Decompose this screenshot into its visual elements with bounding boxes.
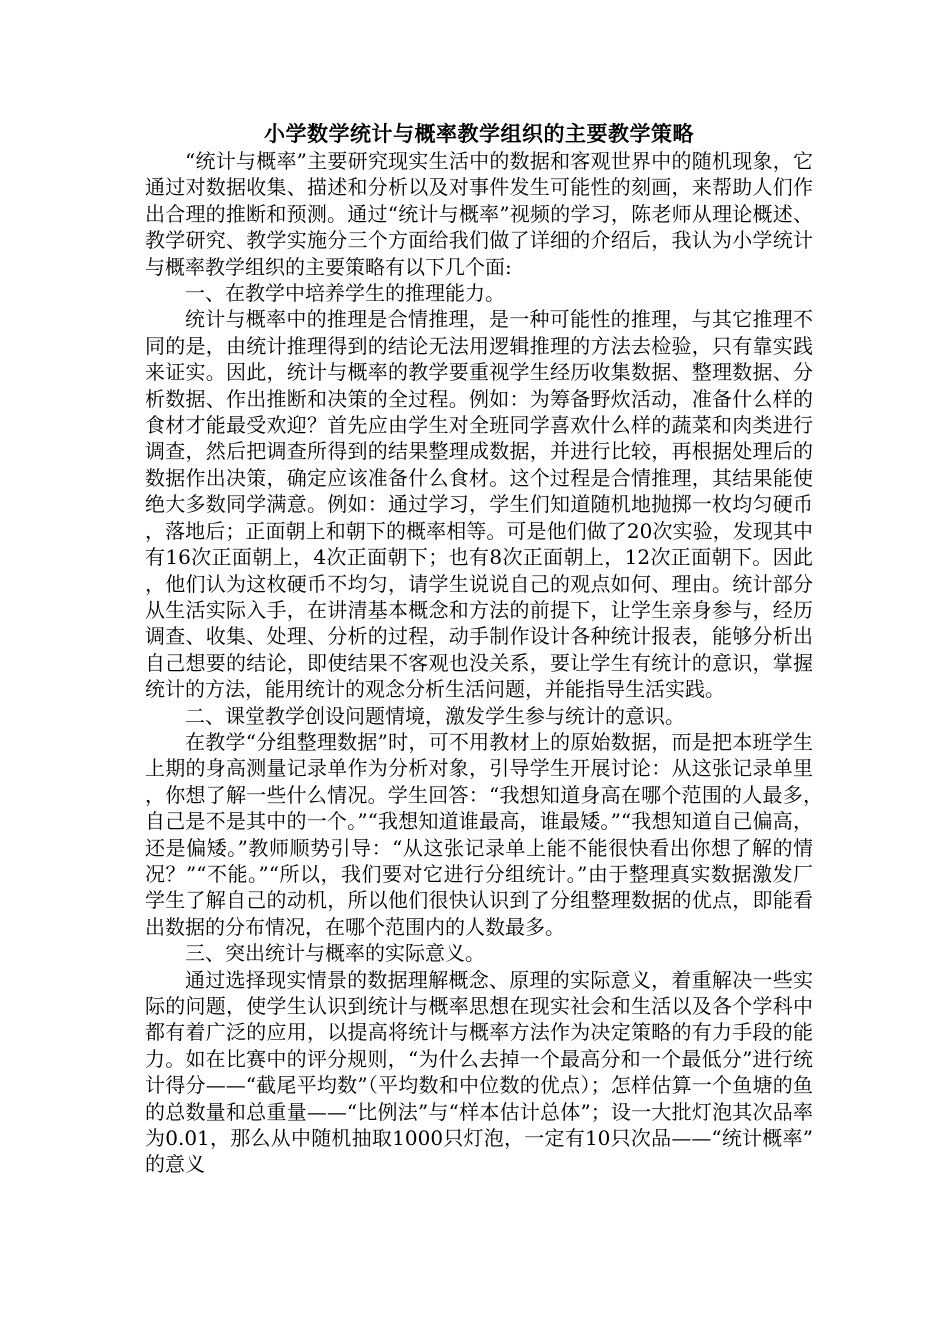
intro-paragraph: “统计与概率”主要研究现实生活中的数据和客观世界中的随机现象，它通过对数据收集、描述和分析以及对事件发生可能性的刻画，来帮助人们作出合理的推断和预测。通过“统计与概率”视频的学习，陈老师从理论概述、教学研究、教学实施分三个方面给我们做了详细的介绍后，我认为小学统计与概率教学组织的主要策略有以下几个面: [145,149,813,279]
section-heading-2: 二、课堂教学创设问题情境，激发学生参与统计的意识。 [185,703,685,728]
document-page [145,120,833,1178]
section-heading-3: 三、突出统计与概率的实际意义。 [185,941,485,966]
section-body-2: 在教学“分组整理数据”时，可不用教材上的原始数据，而是把本班学生上期的身高测量记录单作为分析对象，引导学生开展讨论：从这张记录单里，你想了解一些什么情况。学生回答：“我想知道身高在哪个范围的人最多， 自己是不是其中的一个。”“我想知道谁最高，谁最矮。”“我想知道自己偏高，还是偏矮。”教师顺势引导：“从这张记录单上能不能很快看出你想了解的情况？”“不能。”“所以，我们要对它进行分组统计。”由于整理真实数据激发厂学生了解自己的动机，所以他们很快认识到了分组整理数据的优点，即能看出数据的分布情况，在哪个范围内的人数最多。 [145,729,833,939]
section-body-3: 通过选择现实情景的数据理解概念、原理的实际意义，着重解决一些实际的问题，使学生认识到统计与概率思想在现实社会和生活以及各个学科中都有着广泛的应用，以提高将统计与概率方法作为决定策略的有力手段的能力。如在比赛中的评分规则，“为什么去掉一个最高分和一个最低分”进行统计得分——“截尾平均数”（平均数和中位数的优点）；怎样估算一个鱼塘的鱼的总数量和总重量——“比例法”与“样本估计总体”；设一大批灯泡其次品率为0.01，那么从中随机抽取1000只灯泡，一定有10只次品——“统计概率”的意义 [145,967,813,1177]
document-title: 小学数学统计与概率教学组织的主要教学策略 [264,121,694,146]
section-body-1: 统计与概率中的推理是合情推理，是一种可能性的推理，与其它推理不同的是，由统计推理得到的结论无法用逻辑推理的方法去检验，只有靠实践来证实。因此，统计与概率的教学要重视学生经历收集数据、整理数据、分析数据、作出推断和决策的全过程。例如：为筹备野炊活动，准备什么样的食材才能最受欢迎？首先应由学生对全班同学喜欢什么样的蔬菜和肉类进行调查，然后把调查所得到的结果整理成数据，并进行比较，再根据处理后的数据作出决策，确定应该准备什么食材。这个过程是合情推理，其结果能使绝大多数同学满意。例如：通过学习，学生们知道随机地抛掷一枚均匀硬币，落地后；正面朝上和朝下的概率相等。可是他们做了20次实验，发现其中有16次正面朝上，4次正面朝下；也有8次正面朝上，12次正面朝下。因此，他们认为这枚硬币不均匀，请学生说说自己的观点如何、理由。统计部分从生活实际入手，在讲清基本概念和方法的前提下，让学生亲身参与，经历调查、收集、处理、分析的过程，动手制作设计各种统计报表，能够分析出自己想要的结论，即使结果不客观也没关系，要让学生有统计的意识，掌握统计的方法，能用统计的观念分析生活问题，并能指导生活实践。 [145,307,813,702]
section-heading-1: 一、在教学中培养学生的推理能力。 [185,281,505,306]
